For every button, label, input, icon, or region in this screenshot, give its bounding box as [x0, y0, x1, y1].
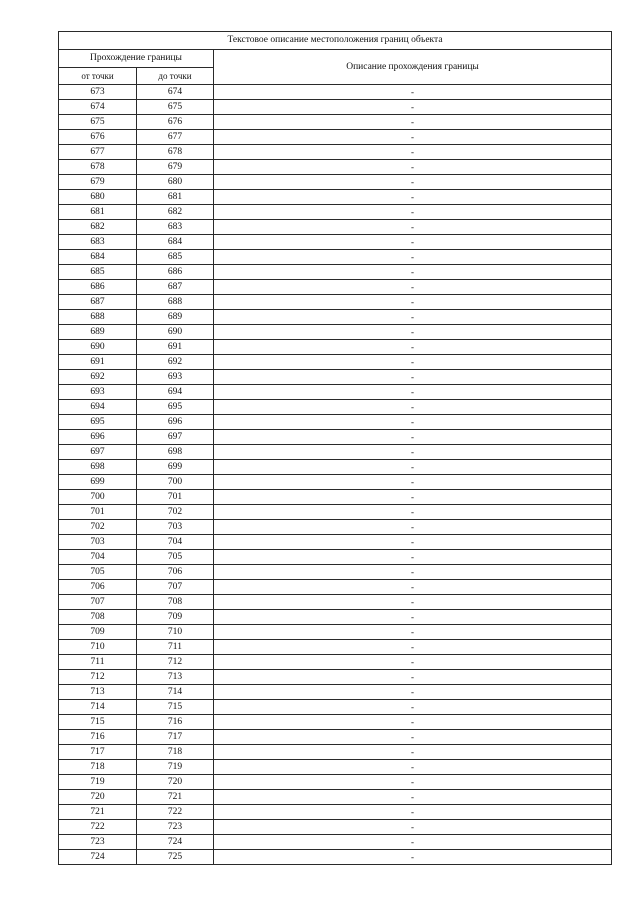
description-cell: -: [214, 610, 612, 625]
table-row: [59, 760, 612, 775]
to-point-cell: 674: [137, 85, 214, 100]
description-cell: -: [214, 100, 612, 115]
to-point-cell: 679: [137, 160, 214, 175]
table-row: [59, 655, 612, 670]
to-point-cell: 701: [137, 490, 214, 505]
from-point-cell: 694: [59, 400, 137, 415]
from-point-cell: 679: [59, 175, 137, 190]
table-row: [59, 400, 612, 415]
to-point-cell: 689: [137, 310, 214, 325]
to-point-cell: 707: [137, 580, 214, 595]
to-point-cell: 710: [137, 625, 214, 640]
to-point-cell: 675: [137, 100, 214, 115]
from-point-cell: 693: [59, 385, 137, 400]
from-point-cell: 677: [59, 145, 137, 160]
description-cell: -: [214, 685, 612, 700]
table-title: Текстовое описание местоположения границ объекта: [59, 32, 612, 50]
table-row: [59, 715, 612, 730]
description-cell: -: [214, 490, 612, 505]
from-point-cell: 706: [59, 580, 137, 595]
table-row: [59, 490, 612, 505]
to-point-cell: 718: [137, 745, 214, 760]
table-row: [59, 160, 612, 175]
table-row: [59, 295, 612, 310]
table-row: [59, 100, 612, 115]
to-point-cell: 688: [137, 295, 214, 310]
table-row: [59, 730, 612, 745]
from-point-cell: 673: [59, 85, 137, 100]
boundary-passage-header: Прохождение границы: [59, 50, 214, 68]
to-point-cell: 723: [137, 820, 214, 835]
description-cell: -: [214, 655, 612, 670]
table-row: [59, 355, 612, 370]
from-point-cell: 714: [59, 700, 137, 715]
description-cell: -: [214, 565, 612, 580]
to-point-cell: 716: [137, 715, 214, 730]
from-point-cell: 716: [59, 730, 137, 745]
description-cell: -: [214, 415, 612, 430]
table-row: [59, 580, 612, 595]
to-point-cell: 702: [137, 505, 214, 520]
to-point-cell: 719: [137, 760, 214, 775]
from-point-cell: 711: [59, 655, 137, 670]
table-header: [59, 32, 612, 85]
table-row: [59, 670, 612, 685]
table-row: [59, 685, 612, 700]
table-row: [59, 805, 612, 820]
description-cell: -: [214, 460, 612, 475]
from-point-header: от точки: [59, 68, 137, 85]
to-point-cell: 683: [137, 220, 214, 235]
table-row: [59, 610, 612, 625]
to-point-cell: 678: [137, 145, 214, 160]
table-row: [59, 280, 612, 295]
description-cell: -: [214, 580, 612, 595]
description-cell: -: [214, 745, 612, 760]
to-point-cell: 685: [137, 250, 214, 265]
from-point-cell: 701: [59, 505, 137, 520]
table-row: [59, 250, 612, 265]
table-row: [59, 415, 612, 430]
table-row: [59, 115, 612, 130]
from-point-cell: 702: [59, 520, 137, 535]
table-row: [59, 370, 612, 385]
to-point-cell: 708: [137, 595, 214, 610]
from-point-cell: 685: [59, 265, 137, 280]
from-point-cell: 719: [59, 775, 137, 790]
description-cell: -: [214, 175, 612, 190]
table-row: [59, 790, 612, 805]
to-point-cell: 690: [137, 325, 214, 340]
table-row: [59, 625, 612, 640]
to-point-cell: 721: [137, 790, 214, 805]
description-cell: -: [214, 310, 612, 325]
to-point-cell: 724: [137, 835, 214, 850]
from-point-cell: 707: [59, 595, 137, 610]
description-cell: -: [214, 715, 612, 730]
from-point-cell: 710: [59, 640, 137, 655]
from-point-cell: 681: [59, 205, 137, 220]
table-row: [59, 175, 612, 190]
to-point-cell: 705: [137, 550, 214, 565]
table-row: [59, 745, 612, 760]
description-cell: -: [214, 790, 612, 805]
from-point-cell: 718: [59, 760, 137, 775]
from-point-cell: 675: [59, 115, 137, 130]
to-point-cell: 693: [137, 370, 214, 385]
from-point-cell: 704: [59, 550, 137, 565]
description-cell: -: [214, 595, 612, 610]
description-cell: -: [214, 325, 612, 340]
table-row: [59, 565, 612, 580]
description-cell: -: [214, 250, 612, 265]
to-point-cell: 709: [137, 610, 214, 625]
from-point-cell: 703: [59, 535, 137, 550]
description-cell: -: [214, 550, 612, 565]
table-row: [59, 385, 612, 400]
from-point-cell: 708: [59, 610, 137, 625]
to-point-cell: 691: [137, 340, 214, 355]
to-point-cell: 712: [137, 655, 214, 670]
table-row: [59, 265, 612, 280]
table-row: [59, 595, 612, 610]
from-point-cell: 691: [59, 355, 137, 370]
to-point-cell: 704: [137, 535, 214, 550]
to-point-cell: 698: [137, 445, 214, 460]
description-cell: -: [214, 190, 612, 205]
to-point-cell: 706: [137, 565, 214, 580]
table-row: [59, 220, 612, 235]
table-row: [59, 190, 612, 205]
to-point-cell: 697: [137, 430, 214, 445]
from-point-cell: 682: [59, 220, 137, 235]
table-row: [59, 535, 612, 550]
from-point-cell: 688: [59, 310, 137, 325]
description-cell: -: [214, 820, 612, 835]
table-row: [59, 130, 612, 145]
to-point-cell: 695: [137, 400, 214, 415]
to-point-cell: 694: [137, 385, 214, 400]
description-header: Описание прохождения границы: [214, 50, 612, 85]
table-group-row: [59, 50, 612, 68]
to-point-cell: 714: [137, 685, 214, 700]
from-point-cell: 674: [59, 100, 137, 115]
table-row: [59, 145, 612, 160]
table-row: [59, 325, 612, 340]
description-cell: -: [214, 850, 612, 865]
table-row: [59, 505, 612, 520]
from-point-cell: 724: [59, 850, 137, 865]
from-point-cell: 696: [59, 430, 137, 445]
description-cell: -: [214, 295, 612, 310]
from-point-cell: 683: [59, 235, 137, 250]
from-point-cell: 699: [59, 475, 137, 490]
table-row: [59, 205, 612, 220]
description-cell: -: [214, 115, 612, 130]
from-point-cell: 721: [59, 805, 137, 820]
to-point-cell: 684: [137, 235, 214, 250]
from-point-cell: 698: [59, 460, 137, 475]
to-point-cell: 680: [137, 175, 214, 190]
from-point-cell: 678: [59, 160, 137, 175]
from-point-cell: 687: [59, 295, 137, 310]
table-row: [59, 820, 612, 835]
from-point-cell: 709: [59, 625, 137, 640]
to-point-cell: 725: [137, 850, 214, 865]
description-cell: -: [214, 340, 612, 355]
to-point-cell: 682: [137, 205, 214, 220]
to-point-cell: 720: [137, 775, 214, 790]
to-point-cell: 699: [137, 460, 214, 475]
from-point-cell: 723: [59, 835, 137, 850]
from-point-cell: 684: [59, 250, 137, 265]
table-row: [59, 775, 612, 790]
from-point-cell: 713: [59, 685, 137, 700]
to-point-cell: 677: [137, 130, 214, 145]
description-cell: -: [214, 670, 612, 685]
to-point-cell: 700: [137, 475, 214, 490]
table-row: [59, 340, 612, 355]
table-row: [59, 550, 612, 565]
to-point-header: до точки: [137, 68, 214, 85]
description-cell: -: [214, 355, 612, 370]
to-point-cell: 696: [137, 415, 214, 430]
table-row: [59, 520, 612, 535]
description-cell: -: [214, 700, 612, 715]
table-row: [59, 835, 612, 850]
description-cell: -: [214, 280, 612, 295]
to-point-cell: 686: [137, 265, 214, 280]
from-point-cell: 697: [59, 445, 137, 460]
from-point-cell: 686: [59, 280, 137, 295]
table-row: [59, 850, 612, 865]
to-point-cell: 687: [137, 280, 214, 295]
table-row: [59, 475, 612, 490]
to-point-cell: 676: [137, 115, 214, 130]
description-cell: -: [214, 835, 612, 850]
to-point-cell: 715: [137, 700, 214, 715]
description-cell: -: [214, 640, 612, 655]
from-point-cell: 689: [59, 325, 137, 340]
description-cell: -: [214, 430, 612, 445]
from-point-cell: 692: [59, 370, 137, 385]
from-point-cell: 690: [59, 340, 137, 355]
to-point-cell: 713: [137, 670, 214, 685]
description-cell: -: [214, 775, 612, 790]
table-row: [59, 430, 612, 445]
table-row: [59, 700, 612, 715]
to-point-cell: 681: [137, 190, 214, 205]
from-point-cell: 680: [59, 190, 137, 205]
description-cell: -: [214, 85, 612, 100]
from-point-cell: 715: [59, 715, 137, 730]
from-point-cell: 717: [59, 745, 137, 760]
description-cell: -: [214, 265, 612, 280]
description-cell: -: [214, 505, 612, 520]
description-cell: -: [214, 625, 612, 640]
to-point-cell: 703: [137, 520, 214, 535]
table-row: [59, 460, 612, 475]
from-point-cell: 695: [59, 415, 137, 430]
from-point-cell: 712: [59, 670, 137, 685]
description-cell: -: [214, 160, 612, 175]
to-point-cell: 692: [137, 355, 214, 370]
to-point-cell: 711: [137, 640, 214, 655]
description-cell: -: [214, 130, 612, 145]
description-cell: -: [214, 535, 612, 550]
description-cell: -: [214, 385, 612, 400]
from-point-cell: 720: [59, 790, 137, 805]
description-cell: -: [214, 145, 612, 160]
description-cell: -: [214, 400, 612, 415]
document-page: [58, 31, 611, 865]
table-row: [59, 235, 612, 250]
to-point-cell: 722: [137, 805, 214, 820]
from-point-cell: 700: [59, 490, 137, 505]
description-cell: -: [214, 520, 612, 535]
description-cell: -: [214, 475, 612, 490]
to-point-cell: 717: [137, 730, 214, 745]
table-row: [59, 445, 612, 460]
from-point-cell: 676: [59, 130, 137, 145]
description-cell: -: [214, 235, 612, 250]
table-row: [59, 640, 612, 655]
table-body: [59, 85, 612, 865]
description-cell: -: [214, 370, 612, 385]
boundary-description-table: [58, 31, 612, 865]
from-point-cell: 722: [59, 820, 137, 835]
from-point-cell: 705: [59, 565, 137, 580]
table-row: [59, 310, 612, 325]
description-cell: -: [214, 760, 612, 775]
table-title-row: [59, 32, 612, 50]
description-cell: -: [214, 205, 612, 220]
description-cell: -: [214, 730, 612, 745]
description-cell: -: [214, 220, 612, 235]
table-row: [59, 85, 612, 100]
description-cell: -: [214, 445, 612, 460]
description-cell: -: [214, 805, 612, 820]
